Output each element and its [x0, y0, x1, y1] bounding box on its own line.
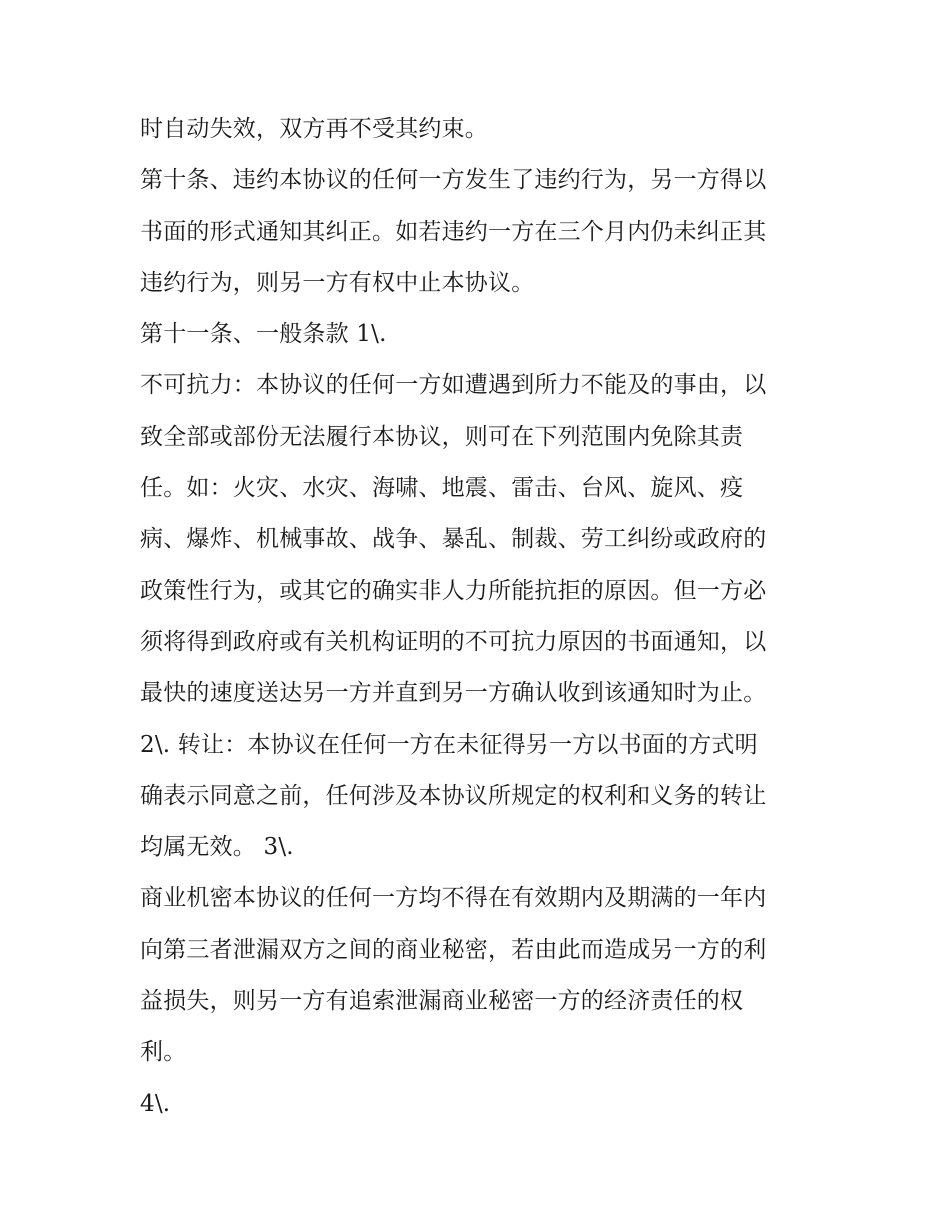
text-line: 均属无效。 3\. [140, 834, 294, 861]
text-line: 商业机密本协议的任何一方均不得在有效期内及期满的一年内 [140, 885, 767, 912]
text-line: 致全部或部份无法履行本协议，则可在下列范围内免除其责 [140, 423, 744, 450]
text-line: 2\. 转让：本协议在任何一方在未征得另一方以书面的方式明 [140, 731, 758, 758]
text-line: 4\. [140, 1090, 171, 1117]
text-line: 政策性行为，或其它的确实非人力所能抗拒的原因。但一方必 [140, 577, 767, 604]
text-line: 书面的形式通知其纠正。如若违约一方在三个月内仍未纠正其 [140, 218, 767, 245]
text-line: 利。 [140, 1039, 187, 1066]
text-line: 时自动失效，双方再不受其约束。 [140, 116, 488, 142]
text-line: 确表示同意之前，任何涉及本协议所规定的权利和义务的转让 [140, 782, 767, 809]
text-line: 不可抗力：本协议的任何一方如遭遇到所力不能及的事由，以 [140, 372, 767, 399]
text-line: 向第三者泄漏双方之间的商业秘密，若由此而造成另一方的利 [140, 936, 767, 963]
text-line: 益损失，则另一方有追索泄漏商业秘密一方的经济责任的权 [140, 988, 744, 1015]
text-line: 第十条、违约本协议的任何一方发生了违约行为，另一方得以 [140, 167, 767, 194]
document-body [140, 108, 820, 1134]
text-line: 须将得到政府或有关机构证明的不可抗力原因的书面通知，以 [140, 628, 767, 655]
text-line: 第十一条、一般条款 1\. [140, 321, 387, 348]
text-line: 任。如：火灾、水灾、海啸、地震、雷击、台风、旋风、疫 [140, 475, 744, 502]
text-line: 病、爆炸、机械事故、战争、暴乱、制裁、劳工纠纷或政府的 [140, 526, 767, 553]
text-line: 最快的速度送达另一方并直到另一方确认收到该通知时为止。 [140, 680, 767, 707]
text-line: 违约行为，则另一方有权中止本协议。 [140, 269, 535, 296]
